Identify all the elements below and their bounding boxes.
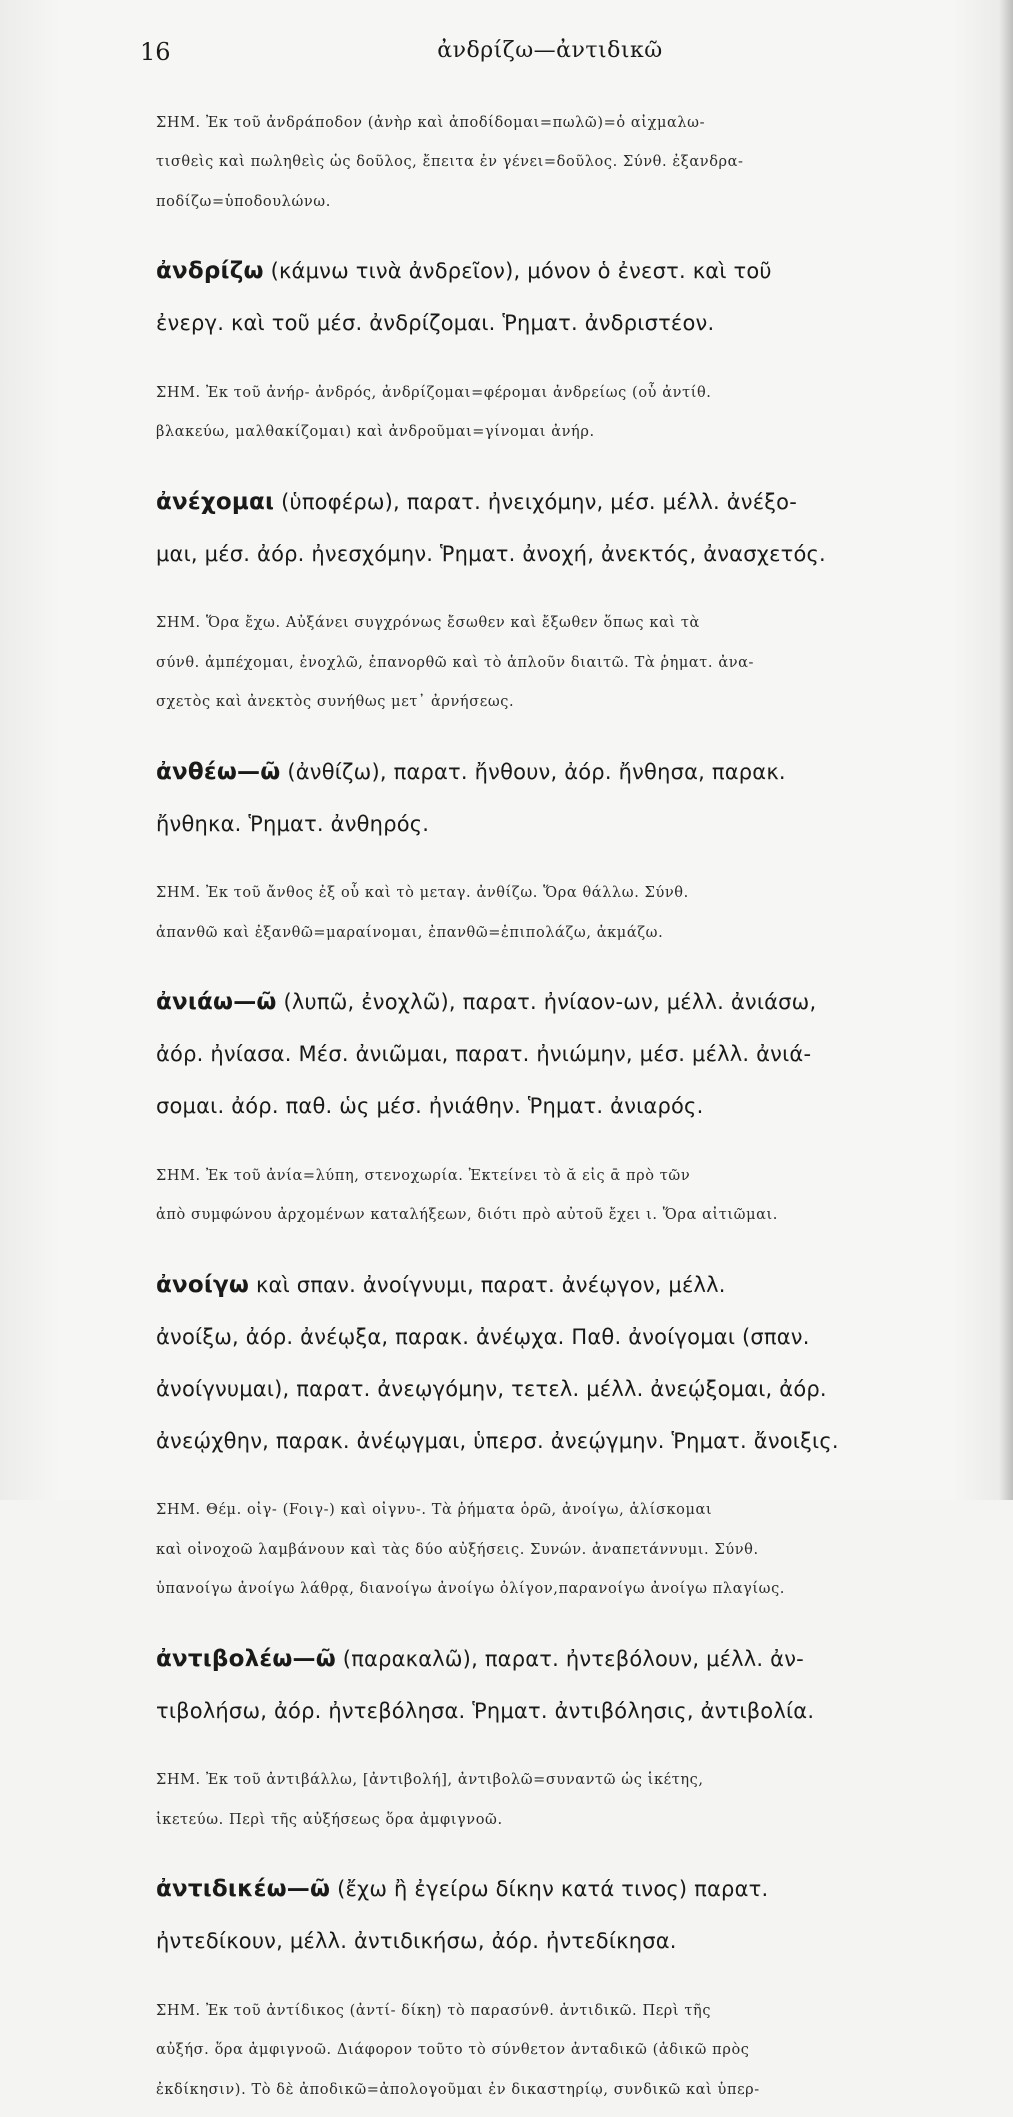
headword: ἀνοίγω — [156, 1271, 250, 1298]
block-gap — [156, 460, 962, 466]
entry-line — [156, 1091, 962, 1122]
note-line — [156, 1164, 962, 1189]
line-text: τιβολήσω, ἀόρ. ἠντεβόλησα. Ῥηματ. ἀντιβόλησις, ἀντιβολία. — [156, 1698, 815, 1723]
line-text: (παρακαλῶ), παρατ. ἠντεβόλουν, μέλλ. ἀν- — [335, 1646, 804, 1671]
entry-line — [156, 987, 962, 1018]
note-line — [156, 150, 962, 175]
line-text: καὶ οἰνοχοῶ λαμβάνουν καὶ τὰς δύο αὐξήσεις. Συνών. ἀναπετάννυμι. Σύνθ. — [156, 1541, 759, 1558]
line-text: ΣΗΜ. Ἐκ τοῦ ἀντίδικος (ἀντί- δίκη) τὸ παρασύνθ. ἀντιδικῶ. Περὶ τῆς — [156, 2002, 712, 2019]
note-line — [156, 651, 962, 676]
block-gap — [156, 1143, 962, 1149]
line-text: ἐνεργ. καὶ τοῦ μέσ. ἀνδρίζομαι. Ῥηματ. ἀνδριστέον. — [156, 311, 715, 335]
line-text: ἀπὸ συμφώνου ἀρχομένων καταλήξεων, διότι πρὸ αὐτοῦ ἔχει ι. Ὅρα αἰτιῶμαι. — [156, 1207, 779, 1223]
headword: ἀνθέω—ῶ — [156, 758, 281, 785]
line-text: μαι, μέσ. ἀόρ. ἠνεσχόμην. Ῥηματ. ἀνοχή, ἀνεκτός, ἀνασχετός. — [156, 541, 826, 566]
headword: ἀνέχομαι — [156, 488, 275, 515]
block-gap — [156, 591, 962, 597]
entry-line — [156, 1644, 962, 1675]
line-text: ἠντεδίκουν, μέλλ. ἀντιδικήσω, ἀόρ. ἠντεδίκησα. — [156, 1929, 677, 1953]
headword: ἀντιδικέω—ῶ — [156, 1876, 331, 1902]
headword: ἀνδρίζω — [156, 258, 264, 284]
note-line — [156, 2038, 962, 2063]
line-text: ἤνθηκα. Ῥηματ. ἀνθηρός. — [156, 811, 430, 836]
line-text: ΣΗΜ. Ἐκ τοῦ ἀντιβάλλω, [ἀντιβολή], ἀντιβολῶ=συναντῶ ὡς ἱκέτης, — [156, 1772, 704, 1788]
block-gap — [156, 1243, 962, 1249]
page-header — [140, 38, 960, 68]
note-line — [156, 1808, 962, 1833]
line-text: ΣΗΜ. Ἐκ τοῦ ἀνήρ- ἀνδρός, ἀνδρίζομαι=φέρομαι ἀνδρείως (οὗ ἀντίθ. — [156, 384, 712, 401]
line-text: ποδίζω=ὑποδουλώνω. — [156, 193, 331, 210]
entry-line — [156, 809, 962, 840]
entry-line — [156, 539, 962, 570]
page-edge-shadow — [999, 0, 1013, 1500]
entry-line — [156, 1696, 962, 1727]
line-text: ὑπανοίγω ἀνοίγω λάθρᾳ, διανοίγω ἀνοίγω ὀλίγον,παρανοίγω ἀνοίγω πλαγίως. — [156, 1581, 786, 1597]
block-gap — [156, 229, 962, 235]
note-line — [156, 190, 962, 215]
line-text: (κάμνω τινὰ ἀνδρεῖον), μόνον ὁ ἐνεστ. καὶ τοῦ — [263, 259, 772, 283]
line-text: καὶ σπαν. ἀνοίγνυμι, παρατ. ἀνέῳγον, μέλλ. — [249, 1272, 726, 1297]
note-line — [156, 1768, 962, 1793]
note-line — [156, 1577, 962, 1602]
entry-line — [156, 1874, 962, 1905]
note-line — [156, 1999, 962, 2024]
line-text: ἐκδίκησιν). Τὸ δὲ ἀποδικῶ=ἀπολογοῦμαι ἐν δικαστηρίῳ, συνδικῶ καὶ ὑπερ- — [156, 2081, 760, 2098]
entry-line — [156, 308, 962, 339]
line-text: (ἔχω ἢ ἐγείρω δίκην κατά τινος) παρατ. — [330, 1877, 769, 1901]
line-text: (λυπῶ, ἐνοχλῶ), παρατ. ἠνίαον-ων, μέλλ. ἀνιάσω, — [276, 990, 817, 1014]
line-text: ἀνοίξω, ἀόρ. ἀνέῳξα, παρακ. ἀνέῳχα. Παθ. ἀνοίγομαι (σπαν. — [156, 1324, 810, 1349]
line-text: ΣΗΜ. Ἐκ τοῦ ἀνία=λύπη, στενοχωρία. Ἐκτείνει τὸ ᾰ εἰς ᾱ πρὸ τῶν — [156, 1167, 691, 1184]
note-line — [156, 111, 962, 136]
note-line — [156, 611, 962, 636]
line-text: σύνθ. ἀμπέχομαι, ἐνοχλῶ, ἐπανορθῶ καὶ τὸ ἁπλοῦν διαιτῶ. Τὰ ῥηματ. ἀνα- — [156, 654, 755, 671]
line-text: ἀπανθῶ καὶ ἐξανθῶ=μαραίνομαι, ἐπανθῶ=ἐπιπολάζω, ἀκμάζω. — [156, 924, 664, 941]
line-text: βλακεύω, μαλθακίζομαι) καὶ ἀνδροῦμαι=γίνομαι ἀνήρ. — [156, 424, 595, 440]
note-line — [156, 921, 962, 946]
entry-line — [156, 1374, 962, 1405]
block-gap — [156, 360, 962, 366]
headword: ἀνιάω—ῶ — [156, 989, 277, 1015]
line-text: ἀνοίγνυμαι), παρατ. ἀνεῳγόμην, τετελ. μέλλ. ἀνεῴξομαι, ἀόρ. — [156, 1376, 827, 1401]
entry-line — [156, 487, 962, 518]
entry-line — [156, 1322, 962, 1353]
line-text: ΣΗΜ. Θέμ. οἰγ- (Foιγ-) καὶ οἰγνυ-. Τὰ ῥήματα ὁρῶ, ἀνοίγω, ἁλίσκομαι — [156, 1502, 713, 1518]
note-line — [156, 420, 962, 445]
headword: ἀντιβολέω—ῶ — [156, 1645, 336, 1672]
note-line — [156, 881, 962, 906]
line-text: σχετὸς καὶ ἀνεκτὸς συνήθως μετ᾽ ἀρνήσεως. — [156, 694, 515, 710]
line-text: ἀνεῴχθην, παρακ. ἀνέῳγμαι, ὑπερσ. ἀνεῴγμην. Ῥηματ. ἄνοιξις. — [156, 1428, 839, 1453]
line-text: (ἀνθίζω), παρατ. ἤνθουν, ἀόρ. ἤνθησα, παρακ. — [280, 759, 786, 784]
line-text: ΣΗΜ. Ἐκ τοῦ ἀνδράποδον (ἀνὴρ καὶ ἀποδίδομαι=πωλῶ)=ὁ αἰχμαλω- — [156, 114, 706, 131]
entry-line — [156, 1270, 962, 1301]
line-text: (ὑποφέρω), παρατ. ἠνειχόμην, μέσ. μέλλ. ἀνέξο- — [274, 489, 798, 514]
block-gap — [156, 861, 962, 867]
note-line — [156, 690, 962, 715]
entry-line — [156, 757, 962, 788]
line-text: ΣΗΜ. Ὅρα ἔχω. Αὐξάνει συγχρόνως ἔσωθεν καὶ ἔξωθεν ὅπως καὶ τὰ — [156, 615, 700, 631]
block-gap — [156, 960, 962, 966]
entry-line — [156, 1426, 962, 1457]
entry-line — [156, 1039, 962, 1070]
entry-line — [156, 1926, 962, 1957]
line-text: ἀόρ. ἠνίασα. Μέσ. ἀνιῶμαι, παρατ. ἠνιώμην, μέσ. μέλλ. ἀνιά- — [156, 1042, 812, 1066]
note-line — [156, 381, 962, 406]
line-text: ΣΗΜ. Ἐκ τοῦ ἄνθος ἐξ οὗ καὶ τὸ μεταγ. ἀνθίζω. Ὅρα θάλλω. Σύνθ. — [156, 885, 689, 901]
block-gap — [156, 1978, 962, 1984]
line-text: αὐξήσ. ὅρα ἀμφιγνοῶ. Διάφορον τοῦτο τὸ σύνθετον ἀνταδικῶ (ἀδικῶ πρὸς — [156, 2042, 750, 2058]
entry-line — [156, 256, 962, 287]
line-text: ἱκετεύω. Περὶ τῆς αὐξήσεως ὅρα ἀμφιγνοῶ. — [156, 1811, 503, 1828]
running-head: ἀνδρίζω—ἀντιδικῶ — [437, 38, 663, 63]
block-gap — [156, 730, 962, 736]
note-line — [156, 1538, 962, 1563]
note-line — [156, 2078, 962, 2103]
block-gap — [156, 1748, 962, 1754]
page-number: 16 — [140, 38, 171, 66]
note-line — [156, 1203, 962, 1228]
note-line — [156, 1498, 962, 1523]
line-text: τισθεὶς καὶ πωληθεὶς ὡς δοῦλος, ἔπειτα ἐν γένει=δοῦλος. Σύνθ. ἐξανδρα- — [156, 154, 744, 170]
dictionary-entries — [156, 96, 962, 2117]
block-gap — [156, 1617, 962, 1623]
block-gap — [156, 1478, 962, 1484]
line-text: σομαι. ἀόρ. παθ. ὡς μέσ. ἠνιάθην. Ῥηματ. ἀνιαρός. — [156, 1094, 704, 1118]
block-gap — [156, 1847, 962, 1853]
